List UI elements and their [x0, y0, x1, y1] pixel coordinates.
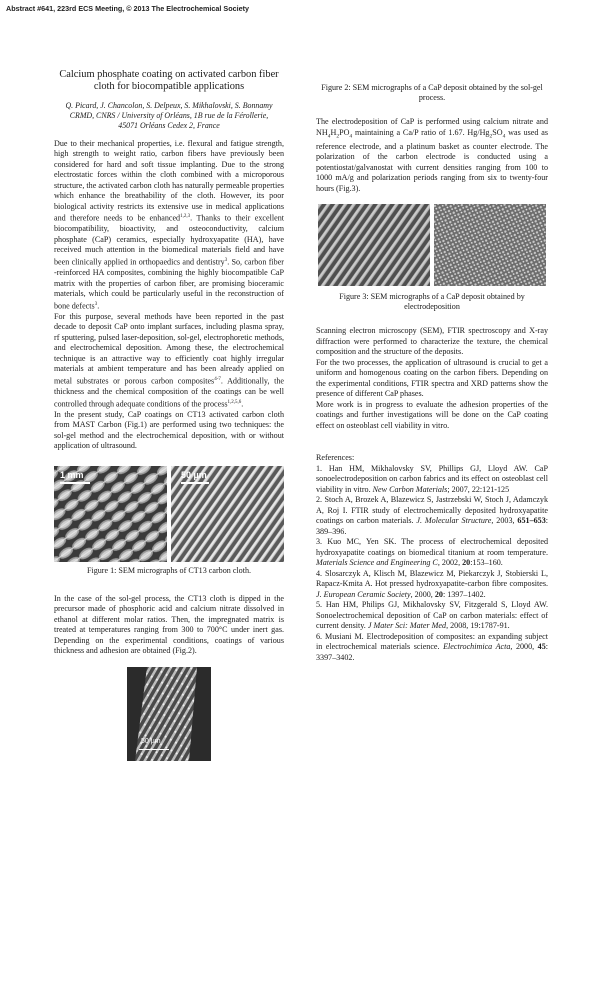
affiliation-line-1: CRMD, CNRS / University of Orléans, 1B rue de la Férollerie,: [69, 111, 269, 121]
paragraph-intro: Due to their mechanical properties, i.e. flexural and fatigue strength, high strength to weight ratio, carbon fibers have previously been considered for hard and soft tissue implanting. Due to the strong electrostatic forces within the cloth combined with a microporous structure, the activated carbon cloth has naturally permeable properties which enhance the breathability of the cloth. However, its poor biological activity restricts its extensive use in medical applications and therefore needs to be enhanced$^{1,2,3}$. Thanks to their excellent biocompatibility, bioactivity, and osteoconductivity, calcium phosphate (CaP) ceramics, especially hydroxyapatite (HA), have received much attention in the biomedical materials field and have been clinically applied in orthopaedics and dentistry$^3$. So, carbon fiber -reinforced HA composites, combining the highly biocompatible CaP matrix with the properties of carbon fiber, are promising bioceramic materials, which could be particularly useful in the reconstruction of bone defects$^3$.: [54, 138, 284, 311]
paragraph-sol-gel: In the case of the sol-gel process, the CT13 cloth is dipped in the precursor made of phosphoric acid and calcium nitrate dissolved in ethanol at different molar ratios. Then, the impregnated matrix is treated at temperatures ranging from 300 to 700°C under inert gas. Depending on the experimental conditions, coatings of various thickness and adhesion are obtained (Fig.2).: [54, 593, 284, 656]
reference-4: 4. Slosarczyk A, Klisch M, Blazewicz M, Piekarczyk J, Stobierski L, Rapacz-Kmita A. Hot pressed hydroxyapatite-carbon fibre composites. J. European Ceramic Society, 2000, 20: 1397–1402.: [316, 568, 548, 599]
paragraph-electrodeposition: The electrodeposition of CaP is performed using calcium nitrate and $NH_4H_2PO_4$ maintaining a Ca/P ratio of 1.67. $Hg/Hg_2SO_4$ was used as reference electrode, and a platinum basket as counter electrode. The polarization of the carbon electrode is conducted using a potentiostat/galvanostat with current densities ranging from 100 to 1000 mA/g and polarization periods ranging from six to twenty-four hours (Fig.3).: [316, 117, 548, 193]
sem-image-fibers: [171, 466, 284, 562]
figure-1-caption: Figure 1: SEM micrographs of CT13 carbon cloth.: [86, 565, 252, 575]
sem-image-electrodeposit-high-mag: [434, 204, 546, 286]
right-column: [316, 83, 548, 663]
figure-3: [316, 204, 548, 286]
paragraph-characterization: Scanning electron microscopy (SEM), FTIR spectroscopy and X-ray diffraction were performed to characterize the texture, the chemical composition and the structure of the deposits.: [316, 326, 548, 357]
paragraph-methods-review: For this purpose, several methods have been reported in the past decade to deposit CaP onto implant surfaces, including plasma spray, rf sputtering, pulsed laser-deposition, sol-gel, electrophoretic methods, and electrochemical deposition. Among these, the electrochemical technique is an attractive way to efficiently coat highly irregular materials at ambient temperature and has been already applied on metal substrates or porous carbon composites$^{4-7}$. Additionally, the thickness and the chemical composition of the coatings can be well controlled through adequate conditions of the process$^{1,2,5,6}$.: [54, 311, 284, 409]
sem-image-sol-gel-deposit: [127, 667, 211, 761]
reference-1: 1. Han HM, Mikhalovsky SV, Phillips GJ, Lloyd AW. CaP sonoelectrodeposition on carbon fabrics and its effect on osteoblast cell viability in vitro. New Carbon Materials; 2007, 22:121-125: [316, 463, 548, 494]
figure-2: [54, 667, 284, 761]
figure-1: [54, 466, 284, 562]
paragraph-ultrasound: For the two processes, the application of ultrasound is crucial to get a uniform and homogenous coating on the carbon fibers. Depending on the experimental conditions, FTIR spectra and XRD patterns show the presence of different CaP phases.: [316, 357, 548, 399]
references-heading: References:: [316, 453, 355, 463]
conference-header: Abstract #641, 223rd ECS Meeting, © 2013 The Electrochemical Society: [6, 4, 249, 13]
scale-bar: [181, 482, 209, 484]
author-names: Q. Picard, J. Chancolon, S. Delpeux, S. Mikhalovski, S. Bonnamy: [65, 101, 273, 111]
figure-2-caption: Figure 2: SEM micrographs of a CaP deposit obtained by the sol-gel process.: [321, 83, 543, 102]
scale-label-50um: 50 µm: [141, 737, 161, 745]
scale-label-1mm: 1 mm: [60, 469, 84, 480]
paper-title: Calcium phosphate coating on activated carbon fiber cloth for biocompatible applications: [59, 69, 279, 93]
reference-6: 6. Musiani M. Electrodeposition of composites: an expanding subject in electrochemical materials science. Electrochimica Acta, 2000, 45: 3397–3402.: [316, 631, 548, 662]
scale-bar: [60, 482, 90, 484]
scale-label-50um: 50 µm: [181, 469, 207, 480]
scale-bar: [139, 749, 169, 751]
reference-2: 2. Stoch A, Brozek A, Blazewicz S, Jastrzebski W, Stoch J, Adamczyk A, Roj I. FTIR study of electrochemically deposited hydroxyapatite coatings on carbon materials. J. Molecular Structure, 2003, 651–653: 389–396.: [316, 495, 548, 536]
reference-3: 3. Kuo MC, Yen SK. The process of electrochemical deposited hydroxyapatite coatings on biomedical titanium at room temperature. Materials Science and Engineering C, 2002, 20:153–160.: [316, 537, 548, 568]
paragraph-present-study: In the present study, CaP coatings on CT13 activated carbon cloth from MAST Carbon (Fig.1) are performed using two techniques: the sol-gel method and the electrochemical deposition, with or without application of ultrasound.: [54, 409, 284, 451]
left-column: [54, 69, 284, 761]
paragraph-future-work: More work is in progress to evaluate the adhesion properties of the coatings and further investigations will be done on the CaP coating effect on osteoblast cell viability in vitro.: [316, 399, 548, 430]
author-block: [54, 101, 284, 130]
sem-image-cloth-weave: [54, 466, 167, 562]
affiliation-line-2: 45071 Orléans Cedex 2, France: [118, 121, 220, 130]
figure-3-caption: Figure 3: SEM micrographs of a CaP deposit obtained by electrodeposition: [339, 292, 525, 312]
reference-5: 5. Han HM, Philips GJ, Mikhalovsky SV, Fitzgerald S, Lloyd AW. Sonoelectrochemical deposition of CaP on carbon materials: effect of current density. J Mater Sci: Mater Med, 2008, 19:1787-91.: [316, 600, 548, 631]
sem-image-electrodeposit-low-mag: [318, 204, 430, 286]
